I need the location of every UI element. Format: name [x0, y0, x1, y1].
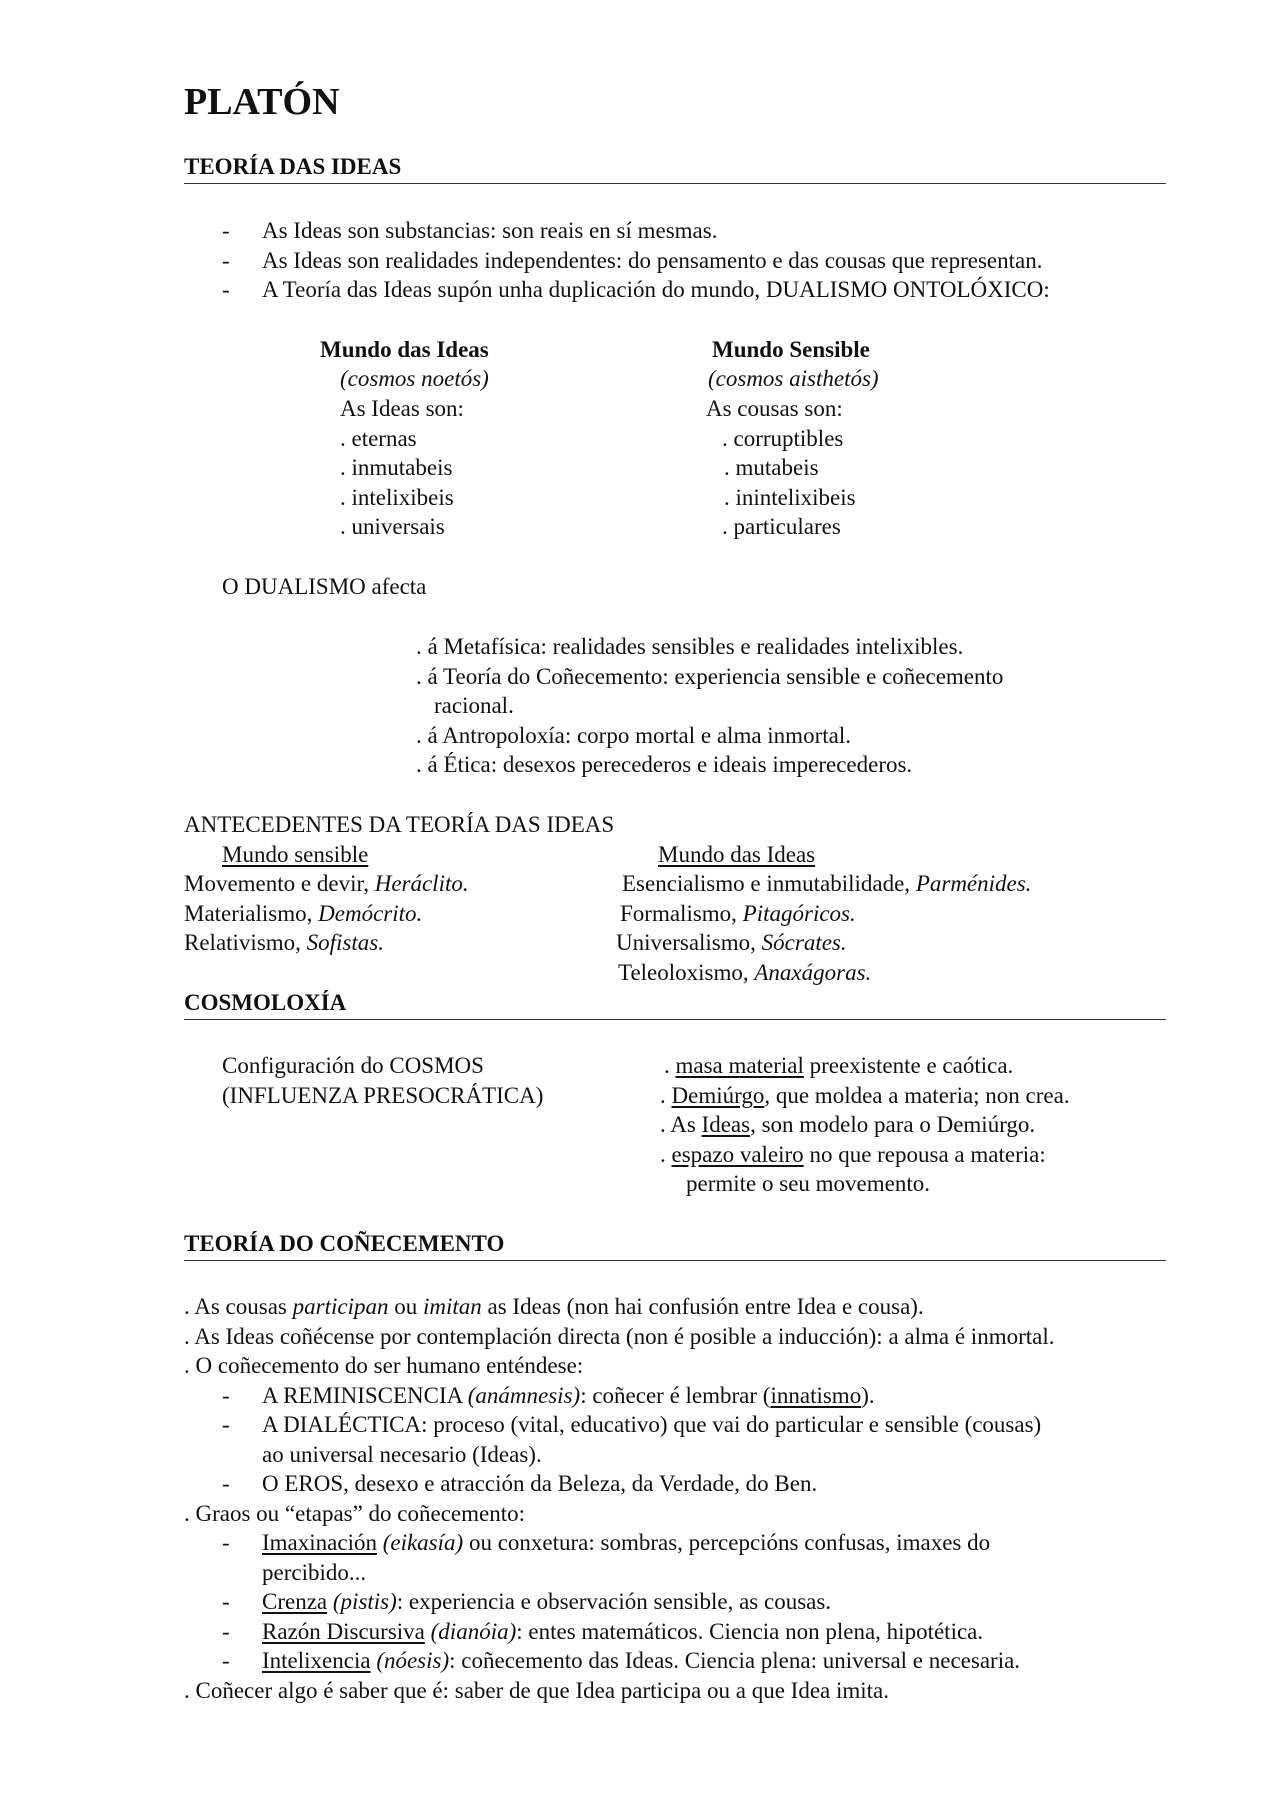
cosmos-label-sub: (INFLUENZA PRESOCRÁTICA): [222, 1083, 544, 1108]
antecedente-row: Relativismo, Sofistas.: [184, 930, 384, 955]
bullet-dash: -: [222, 1412, 230, 1437]
mundo-sensible-intro: As cousas son:: [706, 396, 843, 421]
author-name: Demócrito.: [318, 901, 423, 926]
bullet-item: Crenza (pistis): experiencia e observación sensible, as cousas.: [262, 1589, 832, 1614]
bullet-item: A DIALÉCTICA: proceso (vital, educativo) que vai do particular e sensible (cousas): [262, 1412, 1042, 1437]
antecedentes-col-sensible: Mundo sensible: [222, 842, 369, 867]
paragraph: . As Ideas coñécense por contemplación directa (non é posible a inducción): a alma é inmortal.: [184, 1324, 1055, 1349]
author-name: Sócrates.: [761, 930, 847, 955]
cosmos-item: . masa material preexistente e caótica.: [664, 1053, 1014, 1078]
dualismo-label: O DUALISMO afecta: [222, 574, 427, 599]
page-title: PLATÓN: [184, 81, 340, 123]
bullet-dash: -: [222, 1648, 230, 1673]
author-name: Heráclito.: [374, 871, 469, 896]
antecedente-row: Universalismo, Sócrates.: [616, 930, 847, 955]
dualismo-item: . á Antropoloxía: corpo mortal e alma inmortal.: [416, 723, 851, 748]
bullet-item: As Ideas son realidades independentes: do pensamento e das cousas que representan.: [262, 248, 1043, 273]
cosmos-item: . As Ideas, son modelo para o Demiúrgo.: [660, 1112, 1036, 1137]
bullet-item-cont: ao universal necesario (Ideas).: [262, 1442, 542, 1467]
mundo-ideas-title: Mundo das Ideas: [320, 337, 489, 362]
bullet-dash: -: [222, 277, 230, 302]
bullet-dash: -: [222, 248, 230, 273]
bullet-dash: -: [222, 1471, 230, 1496]
bullet-dash: -: [222, 1383, 230, 1408]
author-name: Pitagóricos.: [742, 901, 856, 926]
bullet-dash: -: [222, 1530, 230, 1555]
paragraph: . O coñecemento do ser humano enténdese:: [184, 1353, 584, 1378]
bullet-dash: -: [222, 1619, 230, 1644]
section-rule: [184, 1260, 1166, 1261]
mundo-sensible-item: . particulares: [722, 514, 841, 539]
antecedente-row: Formalismo, Pitagóricos.: [620, 901, 856, 926]
dualismo-item: . á Teoría do Coñecemento: experiencia sensible e coñecemento: [416, 664, 1004, 689]
bullet-dash: -: [222, 1589, 230, 1614]
mundo-sensible-item: . corruptibles: [722, 426, 844, 451]
mundo-ideas-item: . inmutabeis: [340, 455, 453, 480]
dualismo-item: . á Metafísica: realidades sensibles e realidades intelixibles.: [416, 634, 964, 659]
dualismo-item: . á Ética: desexos perecederos e ideais imperecederos.: [416, 752, 913, 777]
bullet-item: O EROS, desexo e atracción da Beleza, da Verdade, do Ben.: [262, 1471, 818, 1496]
section-heading-teoria-ideas: TEORÍA DAS IDEAS: [184, 154, 402, 179]
mundo-sensible-item: . inintelixibeis: [724, 485, 856, 510]
section-rule: [184, 183, 1166, 184]
paragraph: . As cousas participan ou imitan as Ideas (non hai confusión entre Idea e cousa).: [184, 1294, 924, 1319]
antecedente-row: Movemento e devir, Heráclito.: [184, 871, 469, 896]
section-heading-conecemento: TEORÍA DO COÑECEMENTO: [184, 1231, 505, 1256]
mundo-ideas-item: . universais: [340, 514, 445, 539]
mundo-ideas-item: . intelixibeis: [340, 485, 454, 510]
bullet-item: A Teoría das Ideas supón unha duplicación do mundo, DUALISMO ONTOLÓXICO:: [262, 277, 1050, 302]
bullet-dash: -: [222, 218, 230, 243]
mundo-sensible-subtitle: (cosmos aisthetós): [708, 366, 879, 391]
bullet-item-cont: percibido...: [262, 1560, 367, 1585]
bullet-item: As Ideas son substancias: son reais en sí mesmas.: [262, 218, 718, 243]
cosmos-item: . Demiúrgo, que moldea a materia; non crea.: [660, 1083, 1070, 1108]
author-name: Anaxágoras.: [754, 960, 872, 985]
mundo-ideas-subtitle: (cosmos noetós): [340, 366, 489, 391]
bullet-item: Imaxinación (eikasía) ou conxetura: sombras, percepcións confusas, imaxes do: [262, 1530, 991, 1555]
paragraph: . Graos ou “etapas” do coñecemento:: [184, 1501, 526, 1526]
cosmos-item: . espazo valeiro no que repousa a materia:: [660, 1142, 1046, 1167]
antecedentes-col-ideas: Mundo das Ideas: [658, 842, 816, 867]
author-name: Parménides.: [915, 871, 1032, 896]
mundo-ideas-item: . eternas: [340, 426, 417, 451]
author-name: Sofistas.: [306, 930, 384, 955]
paragraph: . Coñecer algo é saber que é: saber de que Idea participa ou a que Idea imita.: [184, 1678, 890, 1703]
mundo-sensible-item: . mutabeis: [724, 455, 819, 480]
mundo-sensible-title: Mundo Sensible: [712, 337, 870, 362]
bullet-item: A REMINISCENCIA (anámnesis): coñecer é lembrar (innatismo).: [262, 1383, 875, 1408]
section-heading-cosmoloxia: COSMOLOXÍA: [184, 990, 347, 1015]
antecedente-row: Esencialismo e inmutabilidade, Parménides.: [622, 871, 1032, 896]
antecedente-row: Teleoloxismo, Anaxágoras.: [618, 960, 872, 985]
bullet-item: Razón Discursiva (dianóia): entes matemáticos. Ciencia non plena, hipotética.: [262, 1619, 984, 1644]
antecedentes-heading: ANTECEDENTES DA TEORÍA DAS IDEAS: [184, 812, 615, 837]
cosmos-label: Configuración do COSMOS: [222, 1053, 484, 1078]
antecedente-row: Materialismo, Demócrito.: [184, 901, 423, 926]
dualismo-item-cont: racional.: [434, 693, 514, 718]
section-rule: [184, 1019, 1166, 1020]
cosmos-item-cont: permite o seu movemento.: [686, 1171, 930, 1196]
bullet-item: Intelixencia (nóesis): coñecemento das Ideas. Ciencia plena: universal e necesaria.: [262, 1648, 1021, 1673]
mundo-ideas-intro: As Ideas son:: [340, 396, 464, 421]
